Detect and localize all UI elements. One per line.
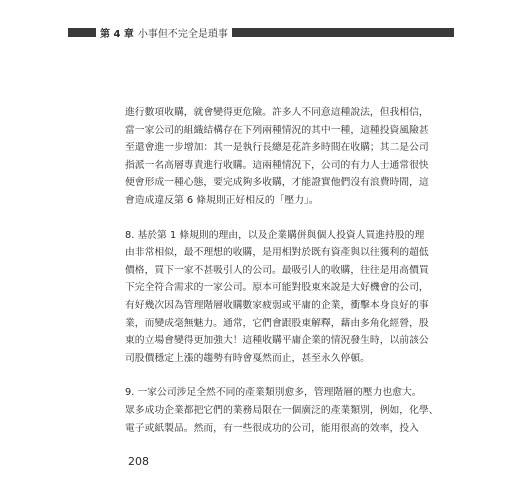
text-line: 指派一名高層專責進行收購。這兩種情況下，公司的有力人士通常很快 <box>125 159 429 171</box>
text-line: 進行數項收購，就會變得更危險。許多人不同意這種說法，但我相信， <box>125 107 429 118</box>
chapter-header <box>96 24 232 40</box>
page-number: 208 <box>128 455 149 468</box>
paragraph-1 <box>125 104 429 210</box>
text-line: 8. 基於第 1 條規則的理由，以及企業購併與個人投資人買進持股的理 <box>125 229 425 241</box>
page-body <box>125 104 439 437</box>
text-line: 當一家公司的組織結構存在下列兩種情況的其中一種，這種投資風險甚 <box>125 124 429 136</box>
text-line: 會造成違反第 6 條規則正好相反的「壓力」。 <box>125 194 319 206</box>
text-line: 由非常相似，最不理想的收購，是用相對於既有資產與以往獲利的超低 <box>125 247 429 259</box>
text-line: 價格，買下一家不甚吸引人的公司。最吸引人的收購，往往是用高價買 <box>125 264 429 276</box>
text-line: 至還會進一步增加：其一是執行長總是花許多時間在收購；其二是公司 <box>125 142 429 154</box>
paragraph-rule-9 <box>125 384 439 437</box>
text-line: 9. 一家公司涉足全然不同的產業類別愈多，管理階層的壓力也愈大。 <box>125 387 422 399</box>
text-line: 東的立場會變得更加強大！這種收購平庸企業的情況發生時，以前該公 <box>125 335 429 347</box>
text-line: 便會形成一種心態，要完成夠多收購，才能證實他們沒有浪費時間，這 <box>125 177 429 189</box>
text-line: 眾多成功企業都把它們的業務局限在一個廣泛的產業類別，例如，化學、 <box>125 404 439 416</box>
text-line: 電子或紙製品。然而，有一些很成功的公司，能用很高的效率，投入 <box>125 422 419 434</box>
text-line: 下完全符合需求的一家公司。原本可能對股東來說是大好機會的公司， <box>125 282 429 294</box>
paragraph-rule-8 <box>125 227 429 368</box>
chapter-title: 小事但不完全是瑣事 <box>137 28 228 40</box>
text-line: 有好幾次因為管理階層收購數家疲弱或平庸的企業，衝擊本身良好的事 <box>125 299 429 311</box>
text-line: 司股價穩定上漲的趨勢有時會戛然而止，甚至永久停頓。 <box>125 352 370 364</box>
chapter-number: 第 4 章 <box>100 28 134 40</box>
text-line: 業，而變成毫無魅力。通常，它們會跟股東解釋，藉由多角化經營，股 <box>125 317 429 329</box>
